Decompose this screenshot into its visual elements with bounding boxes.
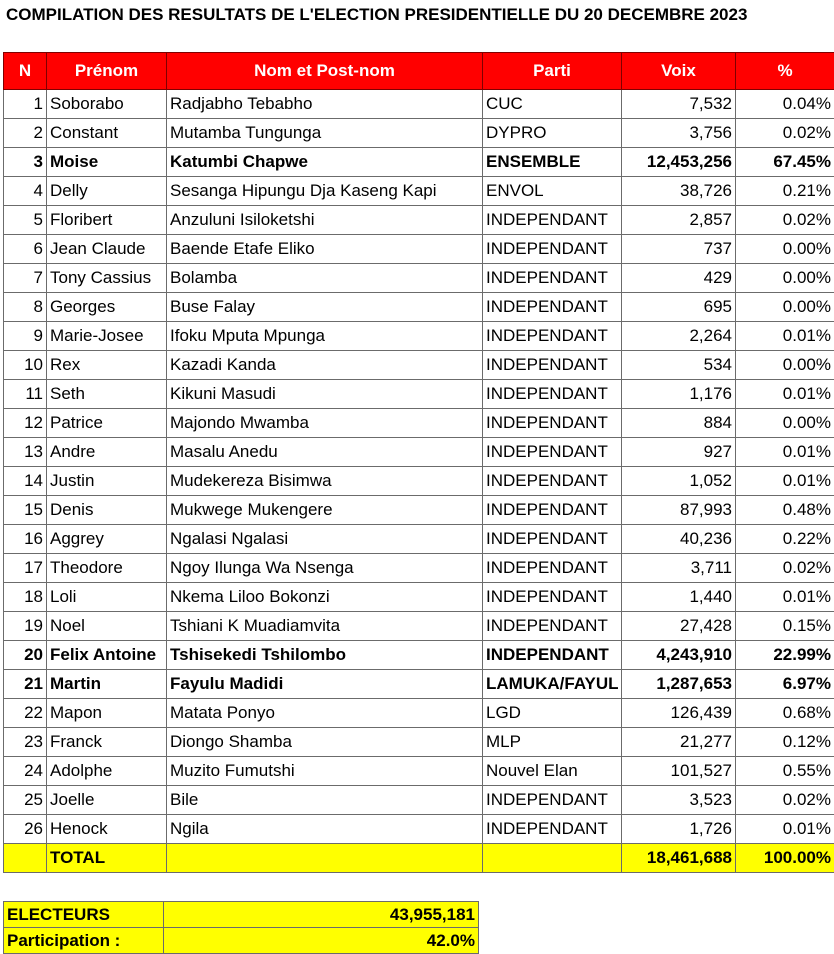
row-voix-cell[interactable]: 38,726 — [622, 177, 736, 206]
table-row — [4, 467, 834, 496]
row-prenom-cell[interactable]: Marie-Josee — [47, 322, 167, 351]
row-parti-cell[interactable]: INDEPENDANT — [483, 612, 622, 641]
row-nom-cell[interactable]: Majondo Mwamba — [167, 409, 483, 438]
row-n-cell[interactable]: 25 — [4, 786, 47, 815]
row-parti-cell[interactable]: Nouvel Elan — [483, 757, 622, 786]
row-nom-cell[interactable]: Fayulu Madidi — [167, 670, 483, 699]
row-parti-cell[interactable]: INDEPENDANT — [483, 786, 622, 815]
row-parti-cell[interactable]: ENSEMBLE — [483, 148, 622, 177]
row-prenom-cell[interactable]: Joelle — [47, 786, 167, 815]
row-voix-cell[interactable]: 12,453,256 — [622, 148, 736, 177]
row-nom-cell[interactable]: Mukwege Mukengere — [167, 496, 483, 525]
row-n-cell[interactable]: 23 — [4, 728, 47, 757]
results-table — [3, 52, 834, 873]
electeurs-value-cell[interactable]: 43,955,181 — [164, 902, 479, 928]
table-row — [4, 380, 834, 409]
electeurs-label-cell[interactable]: ELECTEURS — [4, 902, 164, 928]
row-pct-cell[interactable]: 0.01% — [736, 380, 834, 409]
row-n-cell[interactable]: 2 — [4, 119, 47, 148]
table-row — [4, 351, 834, 380]
row-n-cell[interactable]: 19 — [4, 612, 47, 641]
row-nom-cell[interactable]: Baende Etafe Eliko — [167, 235, 483, 264]
row-nom-cell[interactable]: Bile — [167, 786, 483, 815]
row-n-cell[interactable]: 4 — [4, 177, 47, 206]
row-parti-cell[interactable]: MLP — [483, 728, 622, 757]
row-pct-cell[interactable]: 0.00% — [736, 235, 834, 264]
row-voix-cell[interactable]: 884 — [622, 409, 736, 438]
row-n-cell[interactable]: 12 — [4, 409, 47, 438]
row-prenom-cell[interactable]: Noel — [47, 612, 167, 641]
total-empty-cell[interactable] — [167, 844, 483, 873]
row-n-cell[interactable]: 7 — [4, 264, 47, 293]
row-nom-cell[interactable]: Ngila — [167, 815, 483, 844]
row-pct-cell[interactable]: 0.02% — [736, 119, 834, 148]
table-row — [4, 757, 834, 786]
table-row — [4, 177, 834, 206]
total-empty-cell[interactable] — [483, 844, 622, 873]
row-nom-cell[interactable]: Radjabho Tebabho — [167, 90, 483, 119]
row-n-cell[interactable]: 8 — [4, 293, 47, 322]
participation-value-cell[interactable]: 42.0% — [164, 928, 479, 954]
row-parti-cell[interactable]: ENVOL — [483, 177, 622, 206]
header-nom[interactable]: Nom et Post-nom — [167, 53, 483, 90]
row-voix-cell[interactable]: 534 — [622, 351, 736, 380]
row-pct-cell[interactable]: 0.22% — [736, 525, 834, 554]
row-voix-cell[interactable]: 3,711 — [622, 554, 736, 583]
row-pct-cell[interactable]: 0.55% — [736, 757, 834, 786]
row-prenom-cell[interactable]: Mapon — [47, 699, 167, 728]
row-nom-cell[interactable]: Mutamba Tungunga — [167, 119, 483, 148]
row-voix-cell[interactable]: 126,439 — [622, 699, 736, 728]
row-voix-cell[interactable]: 737 — [622, 235, 736, 264]
row-pct-cell[interactable]: 67.45% — [736, 148, 834, 177]
row-pct-cell[interactable]: 0.00% — [736, 409, 834, 438]
row-prenom-cell[interactable]: Seth — [47, 380, 167, 409]
row-n-cell[interactable]: 13 — [4, 438, 47, 467]
row-n-cell[interactable]: 17 — [4, 554, 47, 583]
row-voix-cell[interactable]: 40,236 — [622, 525, 736, 554]
row-prenom-cell[interactable]: Constant — [47, 119, 167, 148]
table-row — [4, 438, 834, 467]
row-nom-cell[interactable]: Matata Ponyo — [167, 699, 483, 728]
row-pct-cell[interactable]: 0.01% — [736, 467, 834, 496]
table-row — [4, 496, 834, 525]
row-nom-cell[interactable]: Mudekereza Bisimwa — [167, 467, 483, 496]
row-nom-cell[interactable]: Nkema Liloo Bokonzi — [167, 583, 483, 612]
header-n[interactable]: N — [4, 53, 47, 90]
row-n-cell[interactable]: 1 — [4, 90, 47, 119]
header-pct[interactable]: % — [736, 53, 834, 90]
row-nom-cell[interactable]: Ifoku Mputa Mpunga — [167, 322, 483, 351]
header-parti[interactable]: Parti — [483, 53, 622, 90]
row-voix-cell[interactable]: 2,264 — [622, 322, 736, 351]
total-pct-cell[interactable]: 100.00% — [736, 844, 834, 873]
row-prenom-cell[interactable]: Andre — [47, 438, 167, 467]
row-prenom-cell[interactable]: Soborabo — [47, 90, 167, 119]
header-prenom[interactable]: Prénom — [47, 53, 167, 90]
table-row — [4, 786, 834, 815]
header-row — [4, 53, 834, 90]
table-row — [4, 322, 834, 351]
row-prenom-cell[interactable]: Loli — [47, 583, 167, 612]
row-nom-cell[interactable]: Diongo Shamba — [167, 728, 483, 757]
row-n-cell[interactable]: 14 — [4, 467, 47, 496]
row-nom-cell[interactable]: Tshisekedi Tshilombo — [167, 641, 483, 670]
row-pct-cell[interactable]: 0.00% — [736, 293, 834, 322]
row-parti-cell[interactable]: INDEPENDANT — [483, 467, 622, 496]
table-row — [4, 699, 834, 728]
row-prenom-cell[interactable]: Floribert — [47, 206, 167, 235]
table-row — [4, 206, 834, 235]
table-row — [4, 409, 834, 438]
row-voix-cell[interactable]: 429 — [622, 264, 736, 293]
row-parti-cell[interactable]: INDEPENDANT — [483, 525, 622, 554]
row-voix-cell[interactable]: 21,277 — [622, 728, 736, 757]
row-nom-cell[interactable]: Tshiani K Muadiamvita — [167, 612, 483, 641]
row-voix-cell[interactable]: 1,440 — [622, 583, 736, 612]
row-parti-cell[interactable]: DYPRO — [483, 119, 622, 148]
row-n-cell[interactable]: 26 — [4, 815, 47, 844]
electeurs-row — [4, 902, 479, 928]
row-voix-cell[interactable]: 1,726 — [622, 815, 736, 844]
row-nom-cell[interactable]: Anzuluni Isiloketshi — [167, 206, 483, 235]
row-prenom-cell[interactable]: Tony Cassius — [47, 264, 167, 293]
table-row — [4, 119, 834, 148]
row-parti-cell[interactable]: INDEPENDANT — [483, 293, 622, 322]
row-parti-cell[interactable]: INDEPENDANT — [483, 409, 622, 438]
row-pct-cell[interactable]: 0.01% — [736, 583, 834, 612]
row-parti-cell[interactable]: INDEPENDANT — [483, 496, 622, 525]
table-row — [4, 670, 834, 699]
row-nom-cell[interactable]: Muzito Fumutshi — [167, 757, 483, 786]
row-pct-cell[interactable]: 0.04% — [736, 90, 834, 119]
row-n-cell[interactable]: 18 — [4, 583, 47, 612]
row-nom-cell[interactable]: Sesanga Hipungu Dja Kaseng Kapi — [167, 177, 483, 206]
row-parti-cell[interactable]: INDEPENDANT — [483, 206, 622, 235]
row-voix-cell[interactable]: 87,993 — [622, 496, 736, 525]
row-voix-cell[interactable]: 27,428 — [622, 612, 736, 641]
row-nom-cell[interactable]: Kikuni Masudi — [167, 380, 483, 409]
row-prenom-cell[interactable]: Jean Claude — [47, 235, 167, 264]
row-prenom-cell[interactable]: Justin — [47, 467, 167, 496]
row-n-cell[interactable]: 5 — [4, 206, 47, 235]
row-pct-cell[interactable]: 22.99% — [736, 641, 834, 670]
row-prenom-cell[interactable]: Felix Antoine — [47, 641, 167, 670]
row-voix-cell[interactable]: 695 — [622, 293, 736, 322]
row-prenom-cell[interactable]: Patrice — [47, 409, 167, 438]
row-nom-cell[interactable]: Bolamba — [167, 264, 483, 293]
participation-row — [4, 928, 479, 954]
row-parti-cell[interactable]: INDEPENDANT — [483, 438, 622, 467]
row-voix-cell[interactable]: 3,523 — [622, 786, 736, 815]
row-prenom-cell[interactable]: Moise — [47, 148, 167, 177]
row-voix-cell[interactable]: 3,756 — [622, 119, 736, 148]
row-parti-cell[interactable]: INDEPENDANT — [483, 264, 622, 293]
participation-label-cell[interactable]: Participation : — [4, 928, 164, 954]
row-pct-cell[interactable]: 0.00% — [736, 264, 834, 293]
row-pct-cell[interactable]: 0.01% — [736, 438, 834, 467]
row-prenom-cell[interactable]: Aggrey — [47, 525, 167, 554]
total-n-cell[interactable] — [4, 844, 47, 873]
row-nom-cell[interactable]: Masalu Anedu — [167, 438, 483, 467]
table-row — [4, 641, 834, 670]
row-pct-cell[interactable]: 0.68% — [736, 699, 834, 728]
row-voix-cell[interactable]: 1,052 — [622, 467, 736, 496]
summary-table — [3, 901, 479, 954]
total-voix-cell[interactable]: 18,461,688 — [622, 844, 736, 873]
row-n-cell[interactable]: 10 — [4, 351, 47, 380]
row-nom-cell[interactable]: Kazadi Kanda — [167, 351, 483, 380]
row-parti-cell[interactable]: INDEPENDANT — [483, 351, 622, 380]
table-row — [4, 612, 834, 641]
table-row — [4, 264, 834, 293]
header-voix[interactable]: Voix — [622, 53, 736, 90]
total-row — [4, 844, 834, 873]
row-n-cell[interactable]: 22 — [4, 699, 47, 728]
row-pct-cell[interactable]: 0.02% — [736, 554, 834, 583]
row-nom-cell[interactable]: Ngoy Ilunga Wa Nsenga — [167, 554, 483, 583]
row-pct-cell[interactable]: 0.02% — [736, 206, 834, 235]
row-parti-cell[interactable]: CUC — [483, 90, 622, 119]
sheet-title: COMPILATION DES RESULTATS DE L'ELECTION PRESIDENTIELLE DU 20 DECEMBRE 2023 — [6, 5, 748, 24]
row-n-cell[interactable]: 9 — [4, 322, 47, 351]
row-parti-cell[interactable]: INDEPENDANT — [483, 815, 622, 844]
row-voix-cell[interactable]: 4,243,910 — [622, 641, 736, 670]
row-pct-cell[interactable]: 0.21% — [736, 177, 834, 206]
row-parti-cell[interactable]: INDEPENDANT — [483, 380, 622, 409]
row-voix-cell[interactable]: 2,857 — [622, 206, 736, 235]
row-prenom-cell[interactable]: Adolphe — [47, 757, 167, 786]
row-parti-cell[interactable]: INDEPENDANT — [483, 235, 622, 264]
row-voix-cell[interactable]: 1,176 — [622, 380, 736, 409]
row-prenom-cell[interactable]: Denis — [47, 496, 167, 525]
row-parti-cell[interactable]: INDEPENDANT — [483, 554, 622, 583]
table-row — [4, 815, 834, 844]
row-prenom-cell[interactable]: Rex — [47, 351, 167, 380]
table-row — [4, 554, 834, 583]
row-parti-cell[interactable]: LAMUKA/FAYUL — [483, 670, 622, 699]
row-voix-cell[interactable]: 927 — [622, 438, 736, 467]
row-n-cell[interactable]: 24 — [4, 757, 47, 786]
table-row — [4, 728, 834, 757]
row-pct-cell[interactable]: 0.02% — [736, 786, 834, 815]
row-parti-cell[interactable]: INDEPENDANT — [483, 641, 622, 670]
row-parti-cell[interactable]: INDEPENDANT — [483, 322, 622, 351]
row-n-cell[interactable]: 6 — [4, 235, 47, 264]
table-row — [4, 583, 834, 612]
total-label-cell[interactable]: TOTAL — [47, 844, 167, 873]
row-voix-cell[interactable]: 1,287,653 — [622, 670, 736, 699]
row-pct-cell[interactable]: 6.97% — [736, 670, 834, 699]
table-row — [4, 293, 834, 322]
row-prenom-cell[interactable]: Georges — [47, 293, 167, 322]
row-voix-cell[interactable]: 7,532 — [622, 90, 736, 119]
row-parti-cell[interactable]: LGD — [483, 699, 622, 728]
row-prenom-cell[interactable]: Delly — [47, 177, 167, 206]
row-pct-cell[interactable]: 0.00% — [736, 351, 834, 380]
row-n-cell[interactable]: 16 — [4, 525, 47, 554]
row-parti-cell[interactable]: INDEPENDANT — [483, 583, 622, 612]
row-pct-cell[interactable]: 0.01% — [736, 815, 834, 844]
row-prenom-cell[interactable]: Martin — [47, 670, 167, 699]
table-row — [4, 90, 834, 119]
table-row — [4, 148, 834, 177]
row-pct-cell[interactable]: 0.01% — [736, 322, 834, 351]
row-prenom-cell[interactable]: Theodore — [47, 554, 167, 583]
row-voix-cell[interactable]: 101,527 — [622, 757, 736, 786]
row-nom-cell[interactable]: Buse Falay — [167, 293, 483, 322]
row-n-cell[interactable]: 3 — [4, 148, 47, 177]
row-n-cell[interactable]: 15 — [4, 496, 47, 525]
table-row — [4, 525, 834, 554]
row-pct-cell[interactable]: 0.12% — [736, 728, 834, 757]
row-n-cell[interactable]: 21 — [4, 670, 47, 699]
row-nom-cell[interactable]: Ngalasi Ngalasi — [167, 525, 483, 554]
row-pct-cell[interactable]: 0.48% — [736, 496, 834, 525]
row-n-cell[interactable]: 20 — [4, 641, 47, 670]
row-prenom-cell[interactable]: Franck — [47, 728, 167, 757]
row-prenom-cell[interactable]: Henock — [47, 815, 167, 844]
table-row — [4, 235, 834, 264]
row-pct-cell[interactable]: 0.15% — [736, 612, 834, 641]
row-nom-cell[interactable]: Katumbi Chapwe — [167, 148, 483, 177]
row-n-cell[interactable]: 11 — [4, 380, 47, 409]
